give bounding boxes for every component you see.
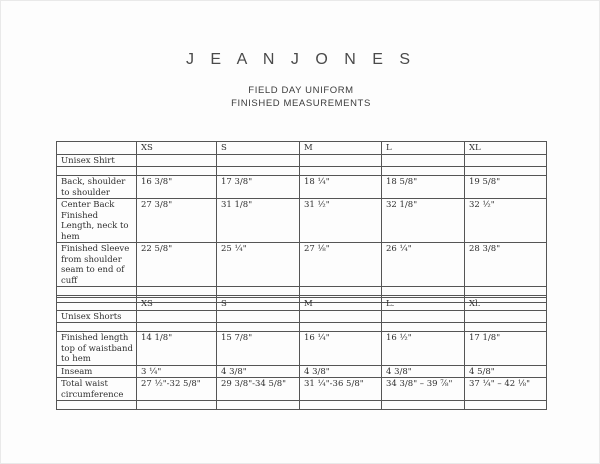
value-cell: 27 ½"-32 5/8" [137, 378, 217, 401]
shorts-row-waist [57, 378, 547, 401]
shorts-row-length [57, 332, 547, 366]
value-cell: 27 ⅛" [300, 243, 382, 287]
empty-cell [300, 310, 382, 323]
row-label: Inseam [57, 365, 137, 378]
empty-cell [300, 154, 382, 167]
empty-cell [300, 323, 382, 332]
value-cell: 32 1/8" [382, 199, 465, 243]
empty-cell [217, 167, 300, 176]
value-cell: 16 ¼" [300, 332, 382, 366]
empty-cell [57, 401, 137, 410]
shorts-col-l: L. [382, 298, 465, 311]
value-cell: 3 ¼" [137, 365, 217, 378]
value-cell: 15 7/8" [217, 332, 300, 366]
row-label: Finished Sleeve from shoulder seam to end of cuff [57, 243, 137, 287]
spacer-row [57, 287, 547, 296]
value-cell: 26 ¼" [382, 243, 465, 287]
empty-cell [382, 401, 465, 410]
value-cell: 28 3/8" [465, 243, 547, 287]
document-title [1, 84, 600, 110]
shirt-col-m: M [300, 142, 382, 155]
shirt-measurements-table [56, 141, 547, 303]
empty-cell [137, 154, 217, 167]
value-cell: 4 3/8" [217, 365, 300, 378]
shorts-col-m: M [300, 298, 382, 311]
empty-cell [465, 167, 547, 176]
empty-cell [137, 401, 217, 410]
shirt-section-row [57, 154, 547, 167]
shorts-row-inseam [57, 365, 547, 378]
value-cell: 37 ¼" – 42 ⅛" [465, 378, 547, 401]
shirt-header-row [57, 142, 547, 155]
shorts-header-row [57, 298, 547, 311]
empty-cell [217, 154, 300, 167]
empty-cell [465, 287, 547, 296]
value-cell: 31 ½" [300, 199, 382, 243]
row-label: Back, shoulder to shoulder [57, 176, 137, 199]
shorts-section-label: Unisex Shorts [57, 310, 137, 323]
value-cell: 22 5/8" [137, 243, 217, 287]
value-cell: 29 3/8"-34 5/8" [217, 378, 300, 401]
empty-cell [382, 167, 465, 176]
empty-cell [57, 287, 137, 296]
empty-cell [382, 323, 465, 332]
value-cell: 17 3/8" [217, 176, 300, 199]
shorts-col-xl: Xl. [465, 298, 547, 311]
empty-cell [382, 154, 465, 167]
shirt-col-l: L [382, 142, 465, 155]
value-cell: 17 1/8" [465, 332, 547, 366]
shirt-col-s: S [217, 142, 300, 155]
empty-cell [137, 167, 217, 176]
value-cell: 14 1/8" [137, 332, 217, 366]
empty-cell [382, 310, 465, 323]
value-cell: 16 ½" [382, 332, 465, 366]
shirt-col-xl: XL [465, 142, 547, 155]
value-cell: 4 3/8" [382, 365, 465, 378]
shirt-section-label: Unisex Shirt [57, 154, 137, 167]
shirt-col-xs: XS [137, 142, 217, 155]
brand-logo: J E A N J O N E S [185, 51, 417, 68]
document-title-line2: FINISHED MEASUREMENTS [231, 98, 371, 109]
empty-cell [137, 310, 217, 323]
empty-cell [382, 287, 465, 296]
empty-cell [217, 310, 300, 323]
empty-cell [57, 167, 137, 176]
empty-cell [465, 401, 547, 410]
empty-cell [465, 323, 547, 332]
shorts-measurements-table [56, 297, 547, 410]
row-label: Finished length top of waistband to hem [57, 332, 137, 366]
value-cell: 27 3/8" [137, 199, 217, 243]
empty-cell [57, 323, 137, 332]
value-cell: 4 5/8" [465, 365, 547, 378]
row-label: Total waist circumference [57, 378, 137, 401]
empty-cell [137, 287, 217, 296]
empty-cell [300, 401, 382, 410]
empty-cell [465, 310, 547, 323]
shorts-section-row [57, 310, 547, 323]
row-label: Center Back Finished Length, neck to hem [57, 199, 137, 243]
empty-cell [300, 287, 382, 296]
value-cell: 4 3/8" [300, 365, 382, 378]
spacer-row [57, 167, 547, 176]
value-cell: 19 5/8" [465, 176, 547, 199]
spacer-row [57, 401, 547, 410]
value-cell: 16 3/8" [137, 176, 217, 199]
value-cell: 18 ¼" [300, 176, 382, 199]
empty-cell [217, 401, 300, 410]
shorts-col-xs: XS [137, 298, 217, 311]
document-title-line1: FIELD DAY UNIFORM [248, 85, 354, 96]
shirt-row-sleeve [57, 243, 547, 287]
empty-cell [217, 323, 300, 332]
shorts-col-s: S [217, 298, 300, 311]
value-cell: 31 1/8" [217, 199, 300, 243]
value-cell: 34 3/8" – 39 ⅞" [382, 378, 465, 401]
empty-cell [217, 287, 300, 296]
shorts-corner-cell [57, 298, 137, 311]
value-cell: 31 ¼"-36 5/8" [300, 378, 382, 401]
shirt-row-center-back [57, 199, 547, 243]
empty-cell [137, 323, 217, 332]
value-cell: 32 ½" [465, 199, 547, 243]
empty-cell [300, 167, 382, 176]
value-cell: 18 5/8" [382, 176, 465, 199]
empty-cell [465, 154, 547, 167]
value-cell: 25 ¼" [217, 243, 300, 287]
spacer-row [57, 323, 547, 332]
shirt-corner-cell [57, 142, 137, 155]
shirt-row-back [57, 176, 547, 199]
